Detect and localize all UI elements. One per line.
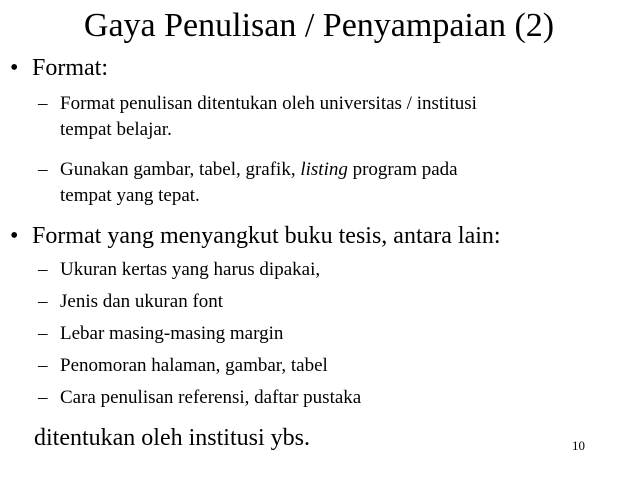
bullet-text: Format:: [32, 55, 108, 81]
list-item: [38, 386, 361, 410]
closing-text: ditentukan oleh institusi ybs.: [34, 425, 310, 451]
dash-marker: –: [38, 291, 48, 312]
bullet-marker: •: [10, 55, 19, 81]
sub-item-text: Format penulisan ditentukan oleh universitas / institusi: [60, 93, 477, 114]
list-item: [38, 322, 283, 346]
list-item-text: Lebar masing-masing margin: [60, 323, 284, 344]
dash-marker: –: [38, 323, 48, 344]
sub-item-text-italic: listing: [300, 159, 348, 180]
dash-marker: –: [38, 93, 48, 114]
bullet-format: [10, 54, 108, 82]
list-item: [38, 290, 223, 314]
list-item-text: Ukuran kertas yang harus dipakai,: [60, 259, 321, 280]
list-item-text: Penomoran halaman, gambar, tabel: [60, 355, 328, 376]
list-item-text: Jenis dan ukuran font: [60, 291, 224, 312]
list-item: [38, 354, 328, 378]
bullet-thesis-format: [10, 222, 501, 250]
bullet-marker: •: [10, 223, 19, 249]
sub-item-continuation: tempat belajar.: [60, 119, 172, 140]
dash-marker: –: [38, 355, 48, 376]
sub-item-text-pre: Gunakan gambar, tabel, grafik,: [60, 159, 301, 180]
page-number: 10: [572, 438, 585, 453]
sub-item-use-figures: [38, 158, 458, 182]
list-item-text: Cara penulisan referensi, daftar pustaka: [60, 387, 362, 408]
sub-item-format-university: [38, 92, 477, 116]
sub-item-text-post: program pada: [347, 159, 458, 180]
dash-marker: –: [38, 259, 48, 280]
list-item: [38, 258, 320, 282]
dash-marker: –: [38, 159, 48, 180]
bullet-text: Format yang menyangkut buku tesis, antara lain:: [32, 223, 501, 249]
slide-title: Gaya Penulisan / Penyampaian (2): [83, 7, 555, 44]
sub-item-continuation: tempat yang tepat.: [60, 185, 200, 206]
dash-marker: –: [38, 387, 48, 408]
